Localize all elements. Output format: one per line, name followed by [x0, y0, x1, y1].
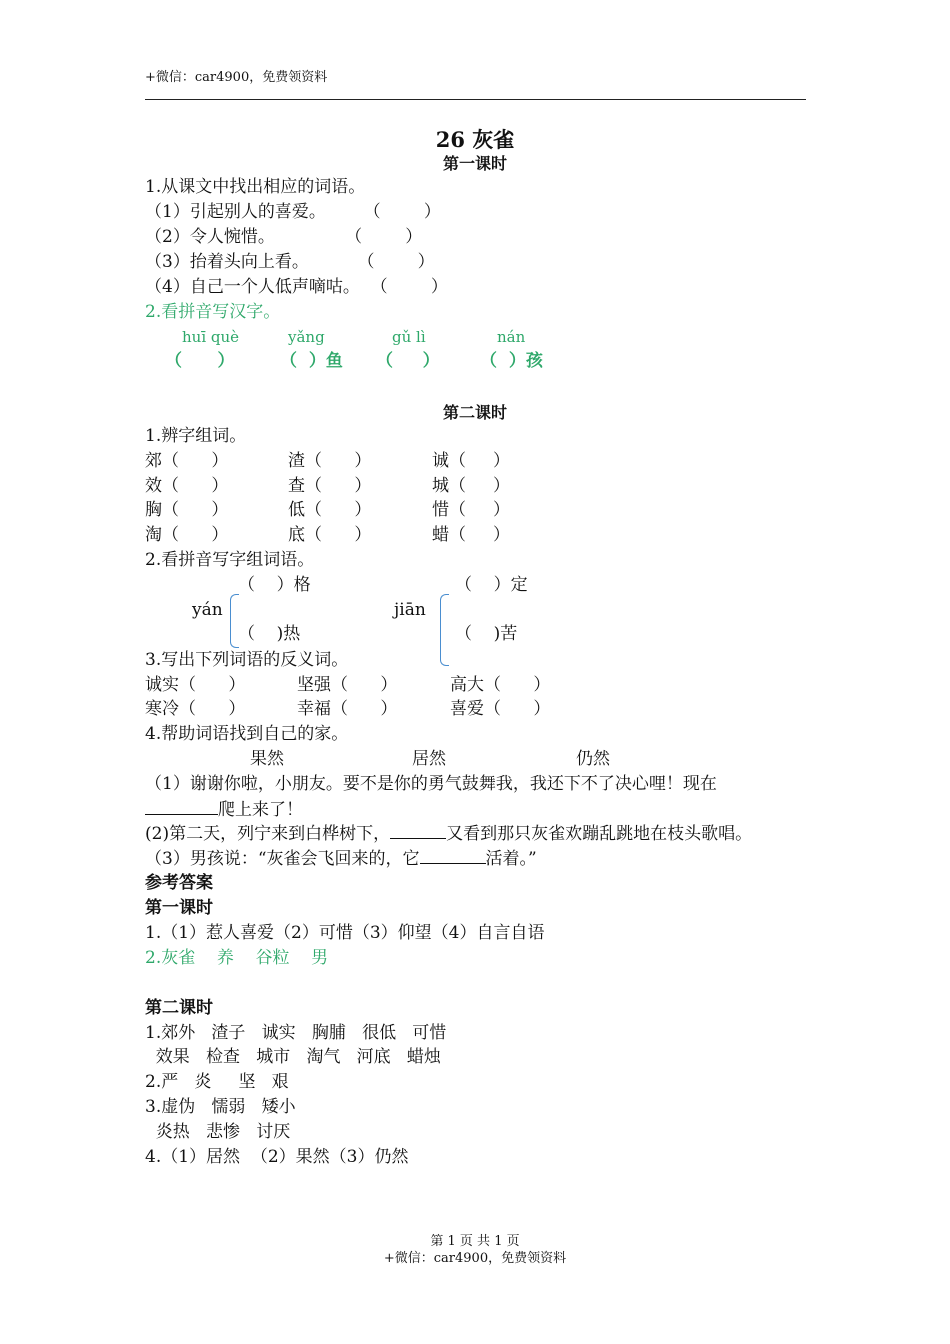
- word-blank: （ ）定: [455, 575, 528, 595]
- answers-lesson1-heading: 第一课时: [145, 898, 213, 918]
- word-cell: 城（ ）: [432, 476, 511, 496]
- l2-q3-title: 3.写出下列词语的反义词。: [145, 650, 349, 670]
- word-cell: 蜡（ ）: [432, 525, 511, 545]
- brace: [440, 594, 449, 666]
- pinyin: gǔ lì: [392, 328, 426, 346]
- antonym-cell: 寒冷（ ）: [145, 699, 246, 719]
- footer-contact: +微信：car4900，免费领资料: [383, 1251, 567, 1266]
- word-option: 居然: [412, 749, 446, 769]
- answer-line: 炎热 悲惨 讨厌: [145, 1122, 291, 1142]
- word-blank: （ )热: [238, 624, 301, 644]
- word-cell: 渣（ ）: [288, 451, 372, 471]
- answer-box: （ ）孩: [480, 351, 543, 371]
- answers-heading: 参考答案: [145, 873, 213, 893]
- pinyin: jiān: [394, 600, 426, 620]
- fill-blank: [390, 821, 446, 839]
- word-option: 果然: [250, 749, 284, 769]
- lesson1-heading: 第一课时: [442, 154, 507, 173]
- answer-line: 1.（1）惹人喜爱（2）可惜（3）仰望（4）自言自语: [145, 923, 545, 943]
- word-blank: （ ）格: [238, 575, 311, 595]
- header-rule: [145, 99, 806, 100]
- antonym-cell: 坚强（ ）: [297, 675, 398, 695]
- l2-q2-title: 2.看拼音写字组词语。: [145, 550, 315, 570]
- l1-q1-item: （1）引起别人的喜爱。 （ ）: [145, 202, 441, 222]
- l1-q1-item: （3）抬着头向上看。 （ ）: [145, 252, 435, 272]
- antonym-cell: 幸福（ ）: [297, 699, 398, 719]
- answer-line: 3.虚伪 懦弱 矮小: [145, 1097, 296, 1117]
- word-option: 仍然: [576, 749, 610, 769]
- sentence-2b: 又看到那只灰雀欢蹦乱跳地在枝头歌唱。: [446, 824, 753, 844]
- antonym-cell: 喜爱（ ）: [450, 699, 551, 719]
- word-cell: 郊（ ）: [145, 451, 229, 471]
- word-cell: 效（ ）: [145, 476, 229, 496]
- page-title: 26 灰雀: [435, 127, 515, 152]
- word-cell: 底（ ）: [288, 525, 372, 545]
- header-text: +微信：car4900，免费领资料: [145, 70, 328, 85]
- word-cell: 胸（ ）: [145, 500, 229, 520]
- word-cell: 淘（ ）: [145, 525, 229, 545]
- sentence-1a: （1）谢谢你啦，小朋友。要不是你的勇气鼓舞我，我还下不了决心哩！现在: [145, 774, 717, 794]
- pinyin: yǎng: [288, 328, 325, 346]
- sentence-3-line: [145, 846, 537, 871]
- answer-line: 效果 检查 城市 淘气 河底 蜡烛: [145, 1047, 441, 1067]
- l2-q4-title: 4.帮助词语找到自己的家。: [145, 724, 349, 744]
- pinyin: yán: [192, 600, 223, 620]
- sentence-3a: （3）男孩说：“灰雀会飞回来的，它: [145, 849, 420, 869]
- word-blank: （ )苦: [455, 624, 518, 644]
- answer-line: 4.（1）居然 （2）果然（3）仍然: [145, 1147, 409, 1167]
- fill-blank: [420, 846, 486, 864]
- answer-box: （ ）: [376, 351, 440, 371]
- answer-box: （ ）: [165, 351, 235, 371]
- l1-q2-title: 2.看拼音写汉字。: [145, 302, 281, 322]
- pinyin: nán: [497, 328, 526, 346]
- answer-line: 1.郊外 渣子 诚实 胸脯 很低 可惜: [145, 1023, 447, 1043]
- answer-line: 2.灰雀 养 谷粒 男: [145, 948, 329, 968]
- sentence-2-line: [145, 821, 752, 846]
- sentence-1b-line: [145, 797, 303, 822]
- antonym-cell: 诚实（ ）: [145, 675, 246, 695]
- word-cell: 诚（ ）: [432, 451, 511, 471]
- answers-lesson2-heading: 第二课时: [145, 998, 213, 1018]
- l1-q1-item: （2）令人惋惜。 （ ）: [145, 227, 423, 247]
- answer-box: （ ）鱼: [280, 351, 343, 371]
- l1-q1-title: 1.从课文中找出相应的词语。: [145, 177, 366, 197]
- sentence-3b: 活着。”: [485, 849, 537, 869]
- word-cell: 查（ ）: [288, 476, 372, 496]
- word-cell: 低（ ）: [288, 500, 372, 520]
- sentence-2a: (2)第二天，列宁来到白桦树下，: [145, 824, 391, 844]
- antonym-cell: 高大（ ）: [450, 675, 551, 695]
- fill-blank: [145, 797, 218, 815]
- sentence-1b: 爬上来了！: [218, 800, 303, 820]
- pinyin: huī què: [182, 328, 240, 346]
- lesson2-heading: 第二课时: [442, 403, 507, 422]
- page-number: 第 1 页 共 1 页: [430, 1234, 520, 1249]
- word-cell: 惜（ ）: [432, 500, 511, 520]
- l1-q1-item: （4）自己一个人低声嘀咕。 （ ）: [145, 277, 448, 297]
- l2-q1-title: 1.辨字组词。: [145, 426, 247, 446]
- answer-line: 2.严 炎 坚 艰: [145, 1072, 289, 1092]
